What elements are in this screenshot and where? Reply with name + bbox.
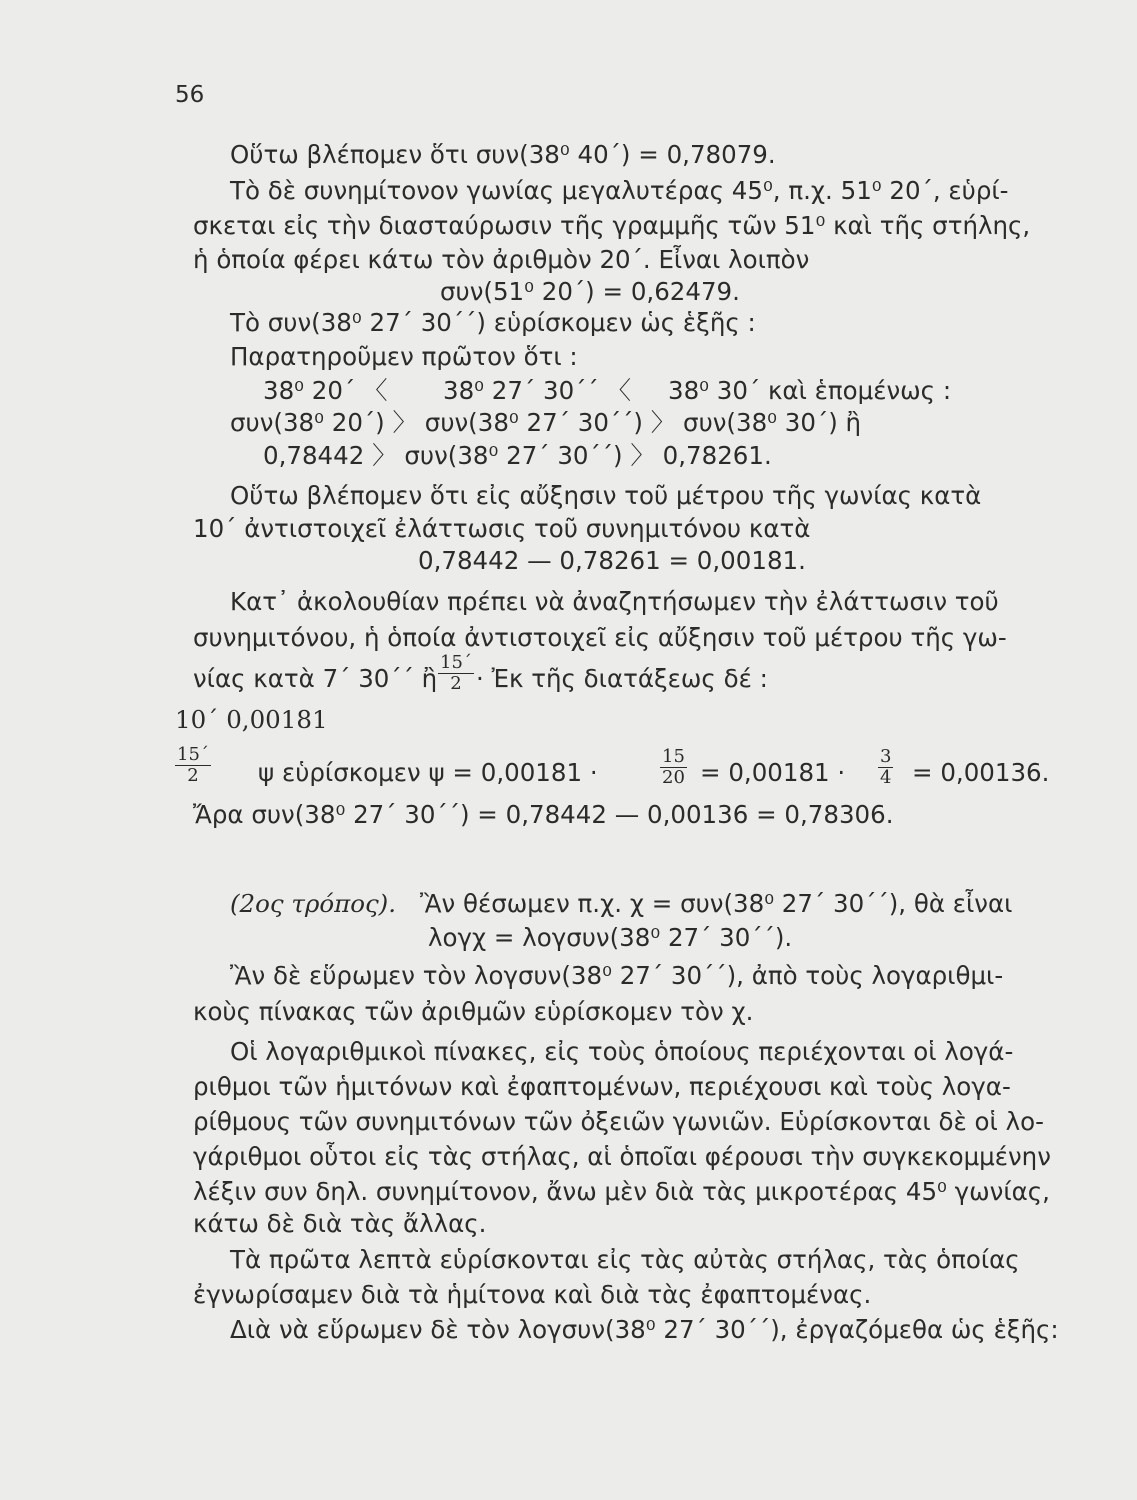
text-line: ψ εὑρίσκομεν ψ = 0,00181 · bbox=[258, 758, 598, 787]
text-line: Τὰ πρῶτα λεπτὰ εὑρίσκονται εἰς τὰς αὐτὰς στήλας, τὰς ὁποίας bbox=[230, 1245, 1020, 1274]
text-line: Οὕτω βλέπομεν ὅτι συν(38⁰ 40΄) = 0,78079. bbox=[230, 140, 776, 169]
text-line: σκεται εἰς τὴν διασταύρωσιν τῆς γραμμῆς τῶν 51⁰ καὶ τῆς στήλης, bbox=[193, 211, 1031, 240]
text-line: Τὸ συν(38⁰ 27΄ 30΄΄) εὑρίσκομεν ὡς ἑξῆς : bbox=[230, 308, 756, 337]
text-line: = 0,00136. bbox=[912, 758, 1050, 787]
text-line: νίας κατὰ 7΄ 30΄΄ ἢ bbox=[193, 664, 438, 693]
page-number: 56 bbox=[175, 82, 205, 108]
text-line: ἡ ὁποία φέρει κάτω τὸν ἀριθμὸν 20΄. Εἶναι λοιπὸν bbox=[193, 245, 810, 274]
text-line: · Ἐκ τῆς διατάξεως δέ : bbox=[476, 664, 768, 693]
text-line: Κατ᾽ ἀκολουθίαν πρέπει νὰ ἀναζητήσωμεν τὴν ἐλάττωσιν τοῦ bbox=[230, 587, 999, 616]
text-line: γάριθμοι οὗτοι εἰς τὰς στήλας, αἱ ὁποῖαι φέρουσι τὴν συγκεκομμένην bbox=[193, 1142, 1051, 1171]
text-line: Τὸ δὲ συνημίτονον γωνίας μεγαλυτέρας 45⁰, π.χ. 51⁰ 20΄, εὑρί- bbox=[230, 176, 1009, 205]
text-line: Ἂν δὲ εὕρωμεν τὸν λογσυν(38⁰ 27΄ 30΄΄), ἀπὸ τοὺς λογαριθμι- bbox=[230, 961, 1004, 990]
text-line: κοὺς πίνακας τῶν ἀριθμῶν εὑρίσκομεν τὸν χ. bbox=[193, 997, 754, 1026]
text-line: 0,78442 〉 συν(38⁰ 27΄ 30΄΄) 〉 0,78261. bbox=[263, 441, 772, 470]
text-line: 10΄ ἀντιστοιχεῖ ἐλάττωσις τοῦ συνημιτόνου κατὰ bbox=[193, 514, 811, 543]
text-line: 38⁰ 27΄ 30΄΄ 〈 bbox=[443, 376, 631, 405]
text-line: λέξιν συν δηλ. συνημίτονον, ἄνω μὲν διὰ τὰς μικροτέρας 45⁰ γωνίας, bbox=[193, 1177, 1050, 1206]
text-line: 10΄ 0,00181 bbox=[175, 705, 328, 734]
text-line: 38⁰ 20΄ 〈 bbox=[263, 376, 388, 405]
fraction: $\frac{15}{20}$ bbox=[662, 746, 685, 788]
text-line: ριθμοι τῶν ἡμιτόνων καὶ ἐφαπτομένων, περιέχουσι καὶ τοὺς λογα- bbox=[193, 1072, 1011, 1101]
text-line: Ἂν θέσωμεν π.χ. χ = συν(38⁰ 27΄ 30΄΄), θὰ εἶναι bbox=[420, 889, 1013, 918]
text-line: συν(38⁰ 20΄) 〉 συν(38⁰ 27΄ 30΄΄) 〉 συν(38⁰ 30΄) ἢ bbox=[230, 408, 862, 437]
text-line: Ἄρα συν(38⁰ 27΄ 30΄΄) = 0,78442 — 0,00136 = 0,78306. bbox=[193, 800, 894, 829]
text-line: συνημιτόνου, ἡ ὁποία ἀντιστοιχεῖ εἰς αὔξησιν τοῦ μέτρου τῆς γω- bbox=[193, 623, 1007, 652]
fraction: $\frac{15΄}{2}$ bbox=[177, 744, 209, 786]
text-line: = 0,00181 · bbox=[700, 758, 846, 787]
section-label: (2ος τρόπος). bbox=[230, 889, 397, 918]
text-line: συν(51⁰ 20΄) = 0,62479. bbox=[440, 277, 740, 306]
text-line: Οἱ λογαριθμικοὶ πίνακες, εἰς τοὺς ὁποίους περιέχονται οἱ λογά- bbox=[230, 1037, 1014, 1066]
text-line: 0,78442 — 0,78261 = 0,00181. bbox=[418, 546, 806, 575]
text-line: Διὰ νὰ εὕρωμεν δὲ τὸν λογσυν(38⁰ 27΄ 30΄΄), ἐργαζόμεθα ὡς ἑξῆς: bbox=[230, 1315, 1059, 1344]
text-line: λογχ = λογσυν(38⁰ 27΄ 30΄΄). bbox=[428, 923, 793, 952]
text-line: κάτω δὲ διὰ τὰς ἄλλας. bbox=[193, 1209, 487, 1238]
text-line: ἐγνωρίσαμεν διὰ τὰ ἡμίτονα καὶ διὰ τὰς ἐφαπτομένας. bbox=[193, 1280, 872, 1309]
text-line: ρίθμους τῶν συνημιτόνων τῶν ὀξειῶν γωνιῶν. Εὑρίσκονται δὲ οἱ λο- bbox=[193, 1107, 1044, 1136]
text-line: Οὕτω βλέπομεν ὅτι εἰς αὔξησιν τοῦ μέτρου τῆς γωνίας κατὰ bbox=[230, 481, 982, 510]
text-line: 38⁰ 30΄ καὶ ἑπομένως : bbox=[668, 376, 952, 405]
fraction: $\frac{3}{4}$ bbox=[880, 746, 892, 788]
fraction: $\frac{15΄}{2}$ bbox=[440, 652, 472, 694]
text-line: Παρατηροῦμεν πρῶτον ὅτι : bbox=[230, 342, 578, 371]
